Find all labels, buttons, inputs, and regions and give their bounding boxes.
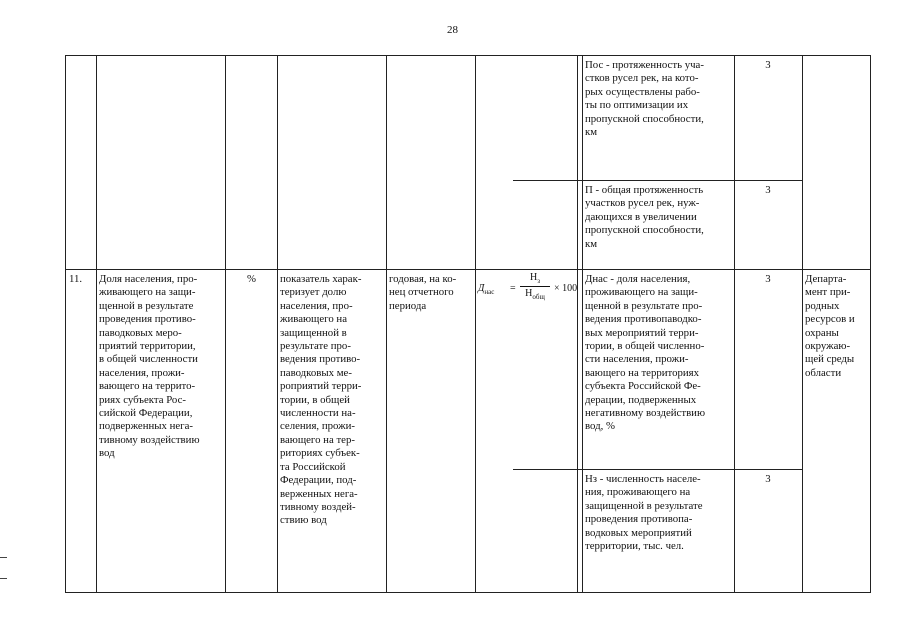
indicator-name: Доля населения, про- живающего на защи- щенной в результате проведения противо- паводковых меро- приятий территории, в общей численности населения, прожи- вающего на террито- риях субъекта Рос- сийской Федерации, подверженных нега- тивному воздействию вод: [99, 273, 200, 460]
column-rule-8: [802, 55, 803, 593]
formula-numerator: $Н_з$: [520, 272, 550, 287]
scan-margin-mark: [0, 557, 7, 558]
table-left-border: [65, 55, 66, 593]
indicator-table: [65, 55, 871, 593]
table-right-border: [870, 55, 871, 593]
responsible-authority: Департа- мент при- родных ресурсов и охраны окружаю- щей среды области: [805, 273, 855, 379]
indicator-definition: показатель харак- теризует долю населения, про- живающего на защищенной в результате про- ведения противо- паводковых ме- роприятий терри- тории, в общей численности на- селения, прожи- вающего на тер- риториях субъек- та Российской Федерации, под- верженных нега- тивному воздей- ствию вод: [280, 273, 362, 527]
component-description: Пос - протяженность уча- стков русел рек, на кото- рых осуществлены рабо- ты по оптимизации их пропускной способности, км: [585, 59, 704, 139]
column-rule-2: [225, 55, 226, 593]
column-rule-3: [277, 55, 278, 593]
scan-margin-mark: [0, 578, 7, 579]
formula-fraction: [520, 272, 550, 301]
component-value: 3: [765, 473, 771, 485]
column-rule-7: [734, 55, 735, 593]
component-value: 3: [765, 184, 771, 196]
unit-of-measure: %: [247, 273, 256, 285]
table-bottom-border: [65, 592, 871, 593]
column-rule-1: [96, 55, 97, 593]
component-description: Нз - численность населе- ния, проживающего на защищенной в результате проведения противопа- водковых мероприятий территории, тыс. чел.: [585, 473, 703, 553]
component-description: Днас - доля населения, проживающего на защи- щенной в результате про- ведения противопаводко- вых мероприятий терри- тории, в общей численно- сти населения, прожи- вающего на территориях субъекта Российской Фе- дерации, подверженных негативному воздействию вод, %: [585, 273, 706, 433]
formula-denominator: $Н_{общ}$: [525, 288, 545, 301]
component-value: 3: [765, 273, 771, 285]
formula-lhs: $Д_{нас}$: [478, 283, 495, 296]
component-description: П - общая протяженность участков русел рек, нуж- дающихся в увеличении пропускной способности, км: [585, 184, 704, 250]
continuation-row-divider: [513, 180, 802, 181]
column-rule-4: [386, 55, 387, 593]
page-number: 28: [447, 24, 458, 36]
row-number: 11.: [69, 273, 83, 285]
column-rule-5: [475, 55, 476, 593]
row-11-top-border: [65, 269, 871, 270]
calculation-formula: [478, 272, 578, 302]
column-rule-6: [577, 55, 578, 593]
row-11-component-divider: [513, 469, 802, 470]
table-top-border: [65, 55, 871, 56]
periodicity: годовая, на ко- нец отчетного периода: [389, 273, 457, 312]
component-value: 3: [765, 59, 771, 71]
formula-multiplier: × 100: [554, 283, 578, 294]
column-rule-6b: [582, 55, 583, 593]
formula-equals: =: [510, 283, 516, 294]
